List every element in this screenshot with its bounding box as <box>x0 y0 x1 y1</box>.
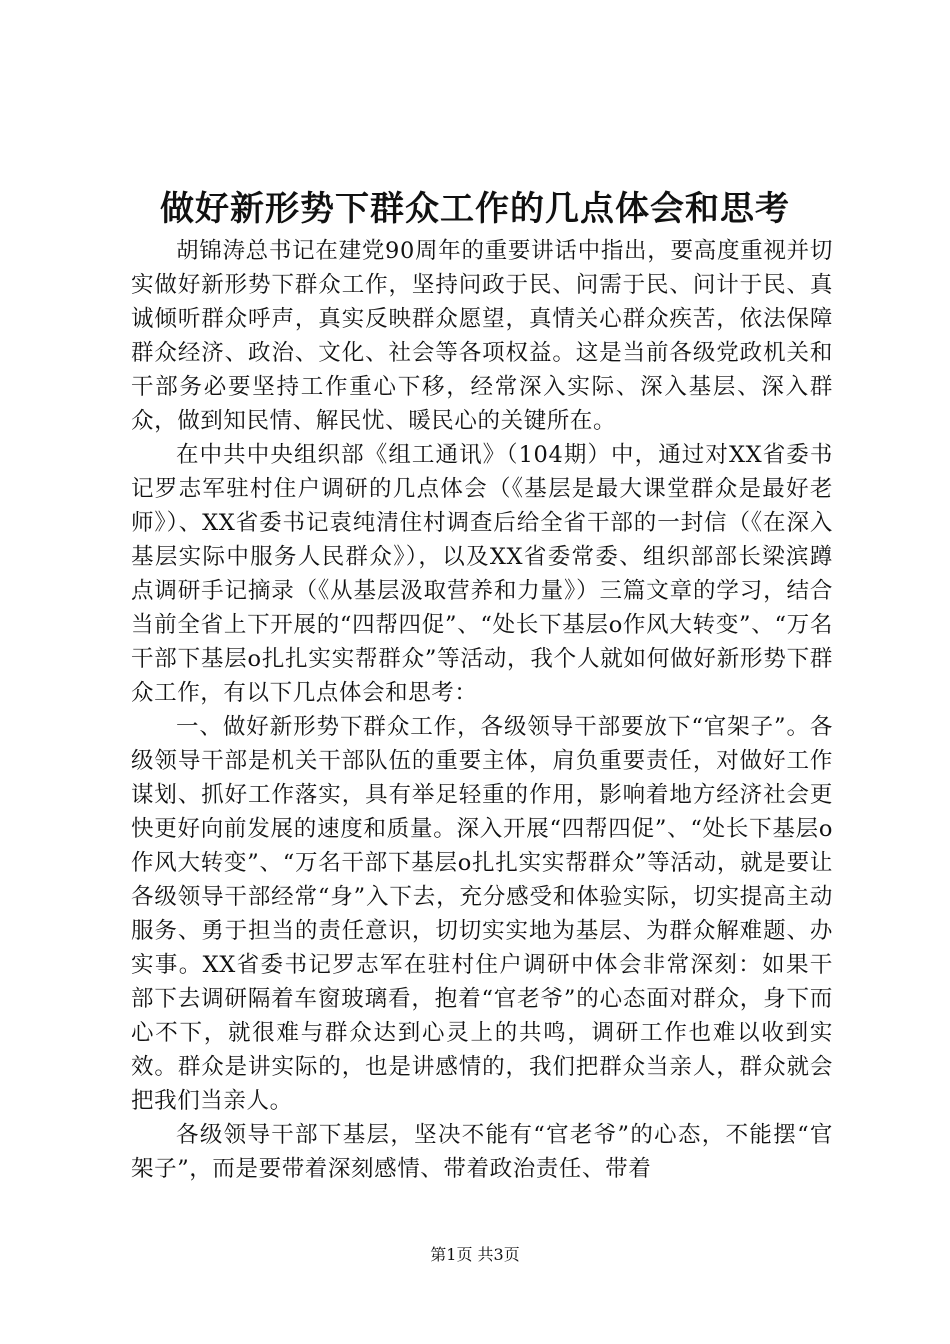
paragraph-point-one: 一、做好新形势下群众工作，各级领导干部要放下“官架子”。各级领导干部是机关干部队伍的重要主体，肩负重要责任，对做好工作谋划、抓好工作落实，具有举足轻重的作用，影响着地方经济社会更快更好向前发展的速度和质量。深入开展“四帮四促”、“处长下基层o作风大转变”、“万名干部下基层o扎扎实实帮群众”等活动，就是要让各级领导干部经常“身”入下去，充分感受和体验实际，切实提高主动服务、勇于担当的责任意识，切切实实地为基层、为群众解难题、办实事。XX省委书记罗志军在驻村住户调研中体会非常深刻：如果干部下去调研隔着车窗玻璃看，抱着“官老爷”的心态面对群众，身下而心不下，就很难与群众达到心灵上的共鸣，调研工作也难以收到实效。群众是讲实际的，也是讲感情的，我们把群众当亲人，群众就会把我们当亲人。 <box>131 714 833 1114</box>
page-number-footer: 第1页 共3页 <box>430 1245 520 1264</box>
document-body <box>131 234 833 1186</box>
paragraph-study: 在中共中央组织部《组工通讯》（104期）中，通过对XX省委书记罗志军驻村住户调研的几点体会（《基层是最大课堂群众是最好老师》）、XX省委书记袁纯清住村调查后给全省干部的一封信（《在深入基层实际中服务人民群众》），以及XX省委常委、组织部部长梁滨蹲点调研手记摘录（《从基层汲取营养和力量》）三篇文章的学习，结合当前全省上下开展的“四帮四促”、“处长下基层o作风大转变”、“万名干部下基层o扎扎实实帮群众”等活动，我个人就如何做好新形势下群众工作，有以下几点体会和思考： <box>131 442 833 706</box>
paragraph-intro: 胡锦涛总书记在建党90周年的重要讲话中指出，要高度重视并切实做好新形势下群众工作，坚持问政于民、问需于民、问计于民、真诚倾听群众呼声，真实反映群众愿望，真情关心群众疾苦，依法保障群众经济、政治、文化、社会等各项权益。这是当前各级党政机关和干部务必要坚持工作重心下移，经常深入实际、深入基层、深入群众，做到知民情、解民忧、暖民心的关键所在。 <box>131 238 833 434</box>
document-title: 做好新形势下群众工作的几点体会和思考 <box>160 189 790 229</box>
paragraph-continuation: 各级领导干部下基层，坚决不能有“官老爷”的心态，不能摆“官架子”，而是要带着深刻感情、带着政治责任、带着 <box>131 1122 833 1182</box>
